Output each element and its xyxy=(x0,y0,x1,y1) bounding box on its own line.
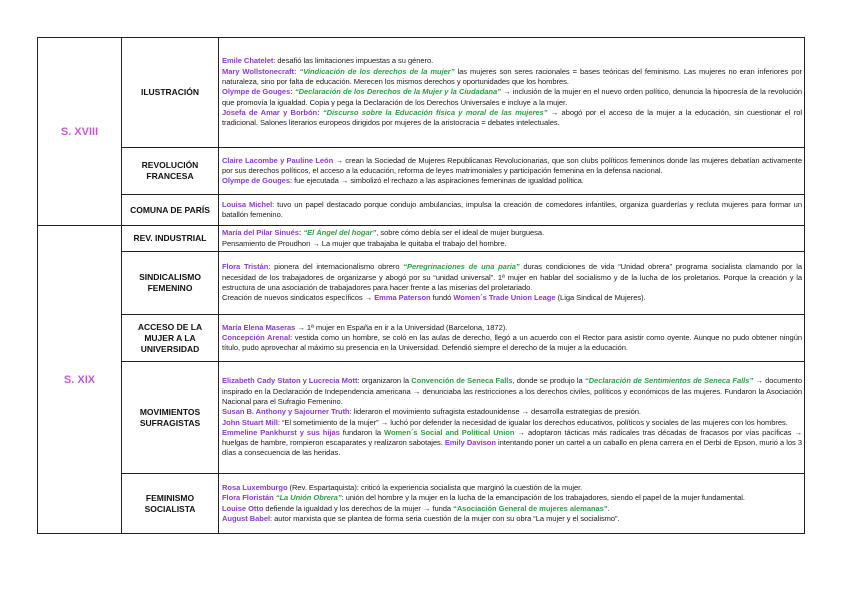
table-row xyxy=(38,38,805,148)
table-row xyxy=(38,362,805,474)
topic-ilustracion: ILUSTRACIÓN xyxy=(122,38,219,148)
table-row xyxy=(38,148,805,195)
table-row xyxy=(38,226,805,252)
topic-industrial: REV. INDUSTRIAL xyxy=(122,226,219,252)
content-acceso: María Elena Maseras → 1ª mujer en España en ir a la Universidad (Barcelona, 1872). Concepción Arenal: vestida como un hombre, se coló en las aulas de derecho, llegó a un acuerdo con el Rector para asistir como oyente. Aunque no pudo obtener ningún título, pudo aprovechar al máximo su presencia en la Universidad. Defendió siempre el derecho de la mujer a la educación. xyxy=(219,315,805,362)
topic-socialista: FEMINISMO SOCIALISTA xyxy=(122,474,219,534)
content-industrial: María del Pilar Sinués: “El Ángel del hogar”, sobre cómo debía ser el ideal de mujer burguesa. Pensamiento de Proudhon → La mujer que trabajaba le quitaba el trabajo del hombre. xyxy=(219,226,805,252)
topic-revolucion: REVOLUCIÓN FRANCESA xyxy=(122,148,219,195)
content-ilustracion: Emile Chatelet: desafió las limitaciones impuestas a su género. Mary Wollstonecraft: “Vindicación de los derechos de la mujer” las mujeres son seres racionales = bases teóricas del feminismo. Las mujeres no eran inferiores por naturaleza, sino por falta de educación. Merecen los mismos derechos y oportunidades que los hombres. Olympe de Gouges: “Declaración de los Derechos de la Mujer y la Ciudadana” → inclusión de la mujer en el nuevo orden político, denuncia la hipocresía de la revolución que promovía la igualdad. Copia y pega la Declaración de los Derechos Universales e incluye a la mujer. Josefa de Amar y Borbón: “Discurso sobre la Educación física y moral de las mujeres” → abogó por el acceso de la mujer a la educación, sin cuestionar el rol tradicional. Salones literarios europeos dirigidos por mujeres de la aristocracia = debates intelectuales. xyxy=(219,38,805,148)
content-revolucion: Claire Lacombe y Pauline León → crean la Sociedad de Mujeres Republicanas Revolucionarias, que son clubs políticos femeninos donde las mujeres debatían activamente por sus derechos políticos, el acceso a la educación, reforma de leyes matrimoniales y participación femenina en la defensa nacional. Olympe de Gouges: fue ejecutada → simbolizó el rechazo a las aspiraciones femeninas de igualdad política. xyxy=(219,148,805,195)
table-row xyxy=(38,252,805,315)
topic-sufragistas: MOVIMIENTOS SUFRAGISTAS xyxy=(122,362,219,474)
table-row xyxy=(38,474,805,534)
table-row xyxy=(38,315,805,362)
content-comuna: Louisa Michel: tuvo un papel destacado porque condujo ambulancias, impulsa la creación de comedores infantiles, organiza guarderías y recluta mujeres para formar un batallón femenino. xyxy=(219,195,805,226)
content-socialista: Rosa Luxemburgo (Rev. Espartaquista): criticó la experiencia socialista que marginó la cuestión de la mujer. Flora Floristán “La Unión Obrera”: unión del hombre y la mujer en la lucha de la emancipación de los trabajadores, siendo el papel de la mujer fundamental. Louise Otto defiende la igualdad y los derechos de la mujer → funda “Asociación General de mujeres alemanas”. August Babel: autor marxista que se plantea de forma seria cuestión de la mujer con su obra “La mujer y el socialismo”. xyxy=(219,474,805,534)
table-row xyxy=(38,195,805,226)
topic-comuna: COMUNA DE PARÍS xyxy=(122,195,219,226)
century-xviii: S. XVIII xyxy=(38,38,122,226)
content-sufragistas: Elizabeth Cady Staton y Lucrecia Mott: organizaron la Convención de Seneca Falls, donde se produjo la “Declaración de Sentimientos de Seneca Falls” → documento inspirado en la Declaración de Independencia americana → denunciaba las restricciones a los derechos civiles, políticos y económicos de las mujeres. Fundaron la Asociación Nacional para el Sufragio Femenino. Susan B. Anthony y Sajourner Truth: lideraron el movimiento sufragista estadounidense → desarrolla estrategias de presión. John Stuart Mill: “El sometimiento de la mujer” → luchó por defender la necesidad de igualar los derechos educativos, políticos y sociales de las mujeres con los hombres. Emmeline Pankhurst y sus hijas fundaron la Women´s Social and Political Union → adoptaron tácticas más radicales tras décadas de fracasos por vías pacíficas → huelgas de hambre, rompieron escaparates y realizaron sabotajes. Emily Davison intentando poner un cartel a un caballo en plena carrera en el Derbi de Epson, murió a los 3 días a consecuencia de las heridas. xyxy=(219,362,805,474)
topic-acceso: ACCESO DE LA MUJER A LA UNIVERSIDAD xyxy=(122,315,219,362)
history-table xyxy=(37,37,805,534)
content-sindicalismo: Flora Tristán: pionera del internacionalismo obrero “Peregrinaciones de una paria” duras condiciones de vida “Unidad obrera” programa socialista clamando por la necesidad de los trabajadores de organizarse y abogó por su “unidad universal”. 1ª mujer en hablar del socialismo y de la lucha de los proletarios. Porque la creación y la estructura de una asociación de trabajadores para hacer frente a las miserias del proletariado. Creación de nuevos sindicatos específicos → Emma Paterson fundó Women´s Trade Union Leage (Liga Sindical de Mujeres). xyxy=(219,252,805,315)
century-xix: S. XIX xyxy=(38,226,122,534)
topic-sindicalismo: SINDICALISMO FEMENINO xyxy=(122,252,219,315)
